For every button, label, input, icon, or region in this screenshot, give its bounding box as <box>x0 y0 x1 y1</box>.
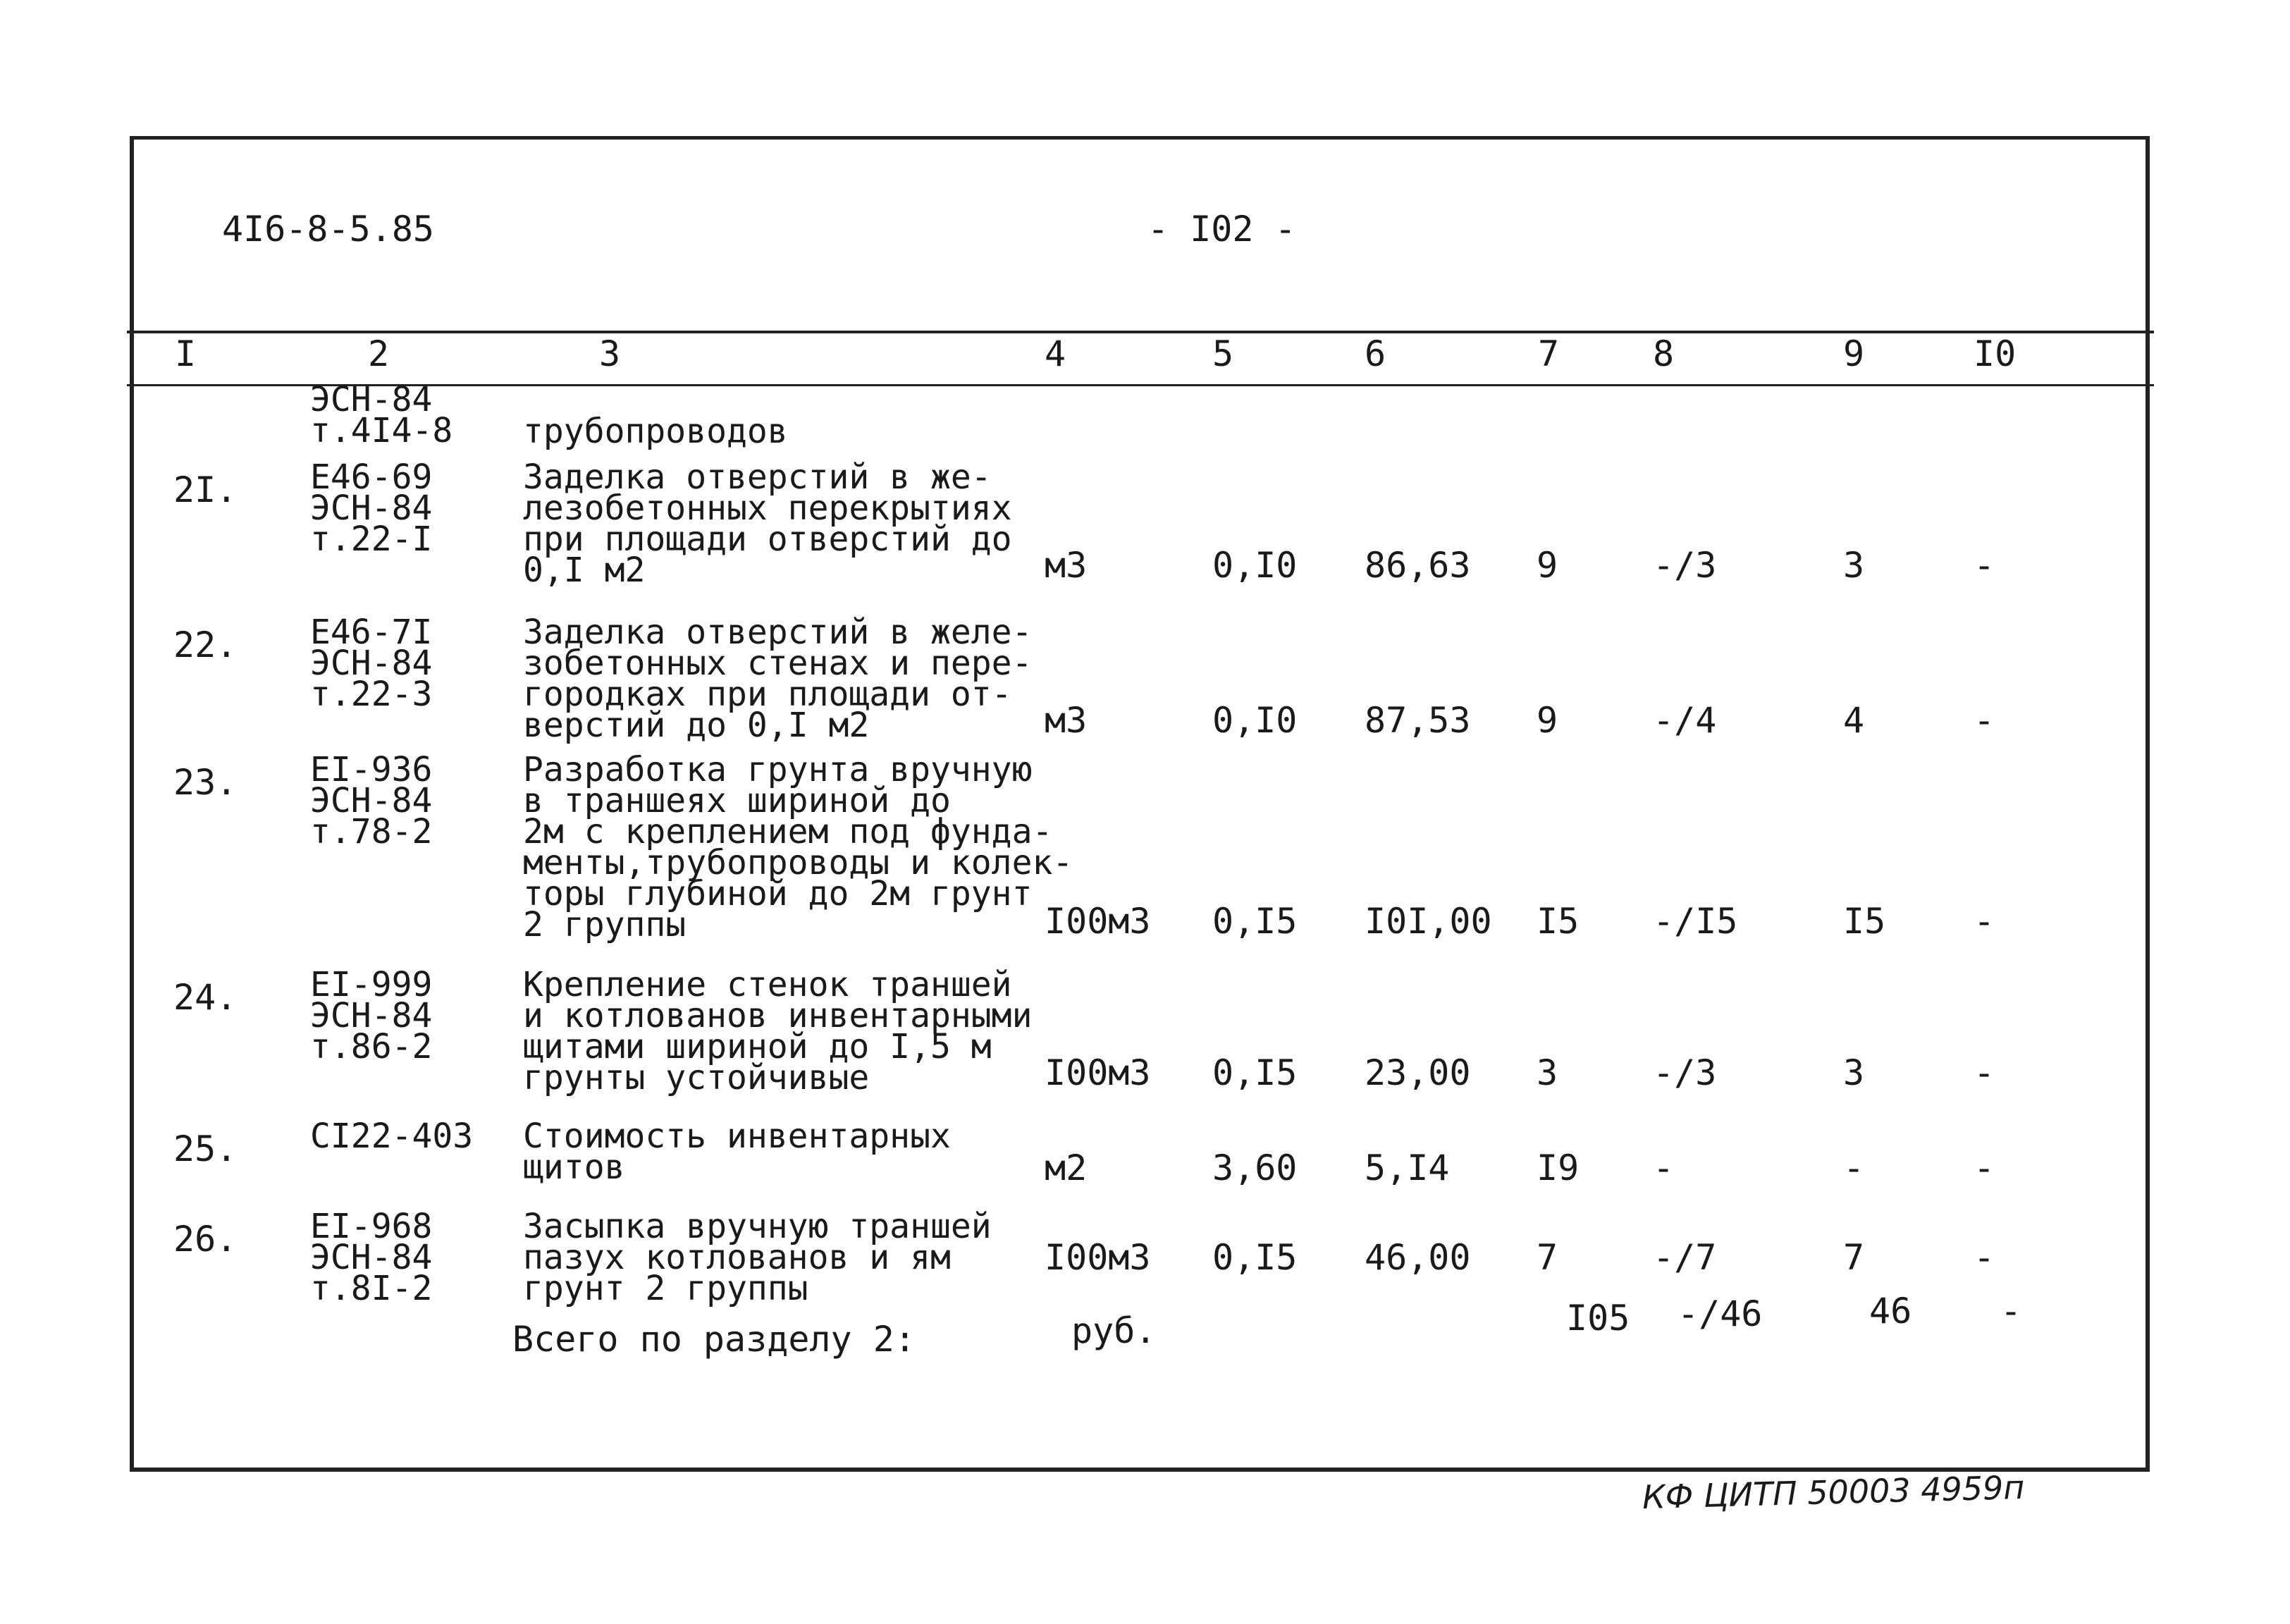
row-description-line: торы глубиной до 2м грунт <box>523 874 1033 914</box>
row-code-line: ЕI-936 <box>310 750 433 789</box>
row-description-line: Крепление стенок траншей <box>523 965 1012 1004</box>
row-description-line: Стоимость инвентарных <box>523 1116 951 1156</box>
row-description-line: Засыпка вручную траншей <box>523 1207 992 1246</box>
row-description-line: и котлованов инвентарными <box>523 996 1033 1035</box>
row-description-line: при площади отверстий до <box>523 519 1012 559</box>
row-price: 23,00 <box>1365 1052 1471 1093</box>
row-c7: 9 <box>1537 700 1558 741</box>
row-description-line: трубопроводов <box>523 412 788 451</box>
row-number: 25. <box>173 1128 238 1169</box>
row-c10: - <box>1974 1237 1995 1278</box>
row-c7: 3 <box>1537 1052 1558 1093</box>
document-number: 4I6-8-5.85 <box>222 209 435 250</box>
row-code-line: т.22-I <box>310 519 433 559</box>
row-description-line: Разработка грунта вручную <box>523 750 1033 789</box>
row-c8: -/3 <box>1653 545 1717 586</box>
row-c8: -/3 <box>1653 1052 1717 1093</box>
row-c9: 7 <box>1843 1237 1865 1278</box>
column-header: 2 <box>368 333 390 374</box>
row-c9: 4 <box>1843 700 1865 741</box>
column-header: 5 <box>1212 333 1234 374</box>
column-header: 6 <box>1365 333 1386 374</box>
row-code-line: ЕI-968 <box>310 1207 433 1246</box>
row-description-line: щитов <box>523 1148 625 1187</box>
row-description-line: 2 группы <box>523 905 687 945</box>
row-c8: -/4 <box>1653 700 1717 741</box>
row-qty: 0,I5 <box>1212 1052 1298 1093</box>
row-description-line: грунты устойчивые <box>523 1058 870 1097</box>
row-unit: I00м3 <box>1045 1237 1151 1278</box>
row-code-line: ЭСН-84 <box>310 380 433 419</box>
row-number: 26. <box>173 1219 238 1260</box>
row-number: 23. <box>173 762 238 803</box>
row-unit: I00м3 <box>1045 901 1151 942</box>
row-c9: - <box>1843 1148 1865 1188</box>
row-description-line: щитами шириной до I,5 м <box>523 1027 992 1066</box>
row-c8: -/7 <box>1653 1237 1717 1278</box>
row-code-line: т.22-3 <box>310 675 433 714</box>
row-c9: 3 <box>1843 1052 1865 1093</box>
row-description-line: Заделка отверстий в же- <box>523 457 992 497</box>
row-description-line: в траншеях шириной до <box>523 781 951 820</box>
row-code-line: ЭСН-84 <box>310 488 433 528</box>
row-description-line: зобетонных стенах и пере- <box>523 644 1033 683</box>
row-qty: 3,60 <box>1212 1148 1298 1188</box>
row-description-line: пазух котлованов и ям <box>523 1238 951 1277</box>
row-code-line: ЭСН-84 <box>310 781 433 820</box>
row-c7: I5 <box>1537 901 1580 942</box>
row-c10: - <box>1974 1052 1995 1093</box>
column-header: 3 <box>599 333 621 374</box>
row-description-line: менты,трубопроводы и колек- <box>523 843 1073 882</box>
row-c7: 7 <box>1537 1237 1558 1278</box>
row-unit: м3 <box>1045 545 1088 586</box>
row-c10: - <box>1974 901 1995 942</box>
row-description-line: грунт 2 группы <box>523 1269 808 1308</box>
row-c8: -/I5 <box>1653 901 1738 942</box>
row-number: 24. <box>173 977 238 1018</box>
row-code-line: Е46-7I <box>310 613 433 652</box>
total-col9: 46 <box>1869 1291 1912 1331</box>
page-number: - I02 - <box>1147 209 1296 250</box>
row-c10: - <box>1974 1148 1995 1188</box>
column-header: 4 <box>1045 333 1066 374</box>
row-qty: 0,I0 <box>1212 700 1298 741</box>
row-price: 46,00 <box>1365 1237 1471 1278</box>
row-unit: м3 <box>1045 700 1088 741</box>
row-qty: 0,I5 <box>1212 1237 1298 1278</box>
row-description-line: лезобетонных перекрытиях <box>523 488 1012 528</box>
row-unit: I00м3 <box>1045 1052 1151 1093</box>
column-header: I0 <box>1974 333 2017 374</box>
row-c9: 3 <box>1843 545 1865 586</box>
row-number: 22. <box>173 625 238 665</box>
total-label: Всего по разделу 2: <box>512 1319 916 1360</box>
row-description-line: Заделка отверстий в желе- <box>523 613 1033 652</box>
row-description-line: 0,I м2 <box>523 550 646 590</box>
row-price: I0I,00 <box>1365 901 1492 942</box>
row-code-line: Е46-69 <box>310 457 433 497</box>
row-code-line: т.4I4-8 <box>310 411 453 450</box>
row-code-line: ЭСН-84 <box>310 644 433 683</box>
row-c9: I5 <box>1843 901 1886 942</box>
row-c10: - <box>1974 545 1995 586</box>
row-c7: I9 <box>1537 1148 1580 1188</box>
row-unit: м2 <box>1045 1148 1088 1188</box>
column-header: 8 <box>1653 333 1675 374</box>
row-qty: 0,I5 <box>1212 901 1298 942</box>
row-code-line: ЕI-999 <box>310 965 433 1004</box>
row-c7: 9 <box>1537 545 1558 586</box>
row-code-line: СI22-403 <box>310 1116 474 1156</box>
total-col8: -/46 <box>1678 1293 1763 1334</box>
row-description-line: 2м с креплением под фунда- <box>523 812 1053 851</box>
total-col7: I05 <box>1566 1298 1630 1339</box>
row-code-line: т.86-2 <box>310 1027 433 1066</box>
row-price: 5,I4 <box>1365 1148 1450 1188</box>
row-price: 87,53 <box>1365 700 1471 741</box>
total-unit: руб. <box>1071 1310 1157 1351</box>
row-code-line: т.8I-2 <box>310 1269 433 1308</box>
column-header: I <box>175 333 197 374</box>
column-header: 7 <box>1538 333 1560 374</box>
row-c10: - <box>1974 700 1995 741</box>
row-code-line: ЭСН-84 <box>310 996 433 1035</box>
row-code-line: ЭСН-84 <box>310 1238 433 1277</box>
row-code-line: т.78-2 <box>310 812 433 851</box>
row-description-line: городках при площади от- <box>523 675 1012 714</box>
row-c8: - <box>1653 1148 1675 1188</box>
row-description-line: верстий до 0,I м2 <box>523 706 870 745</box>
row-qty: 0,I0 <box>1212 545 1298 586</box>
row-number: 2I. <box>173 469 238 510</box>
archive-stamp: КФ ЦИТП 50003 4959п <box>1642 1468 2026 1517</box>
column-header: 9 <box>1843 333 1865 374</box>
total-col10: - <box>2000 1291 2022 1331</box>
row-price: 86,63 <box>1365 545 1471 586</box>
